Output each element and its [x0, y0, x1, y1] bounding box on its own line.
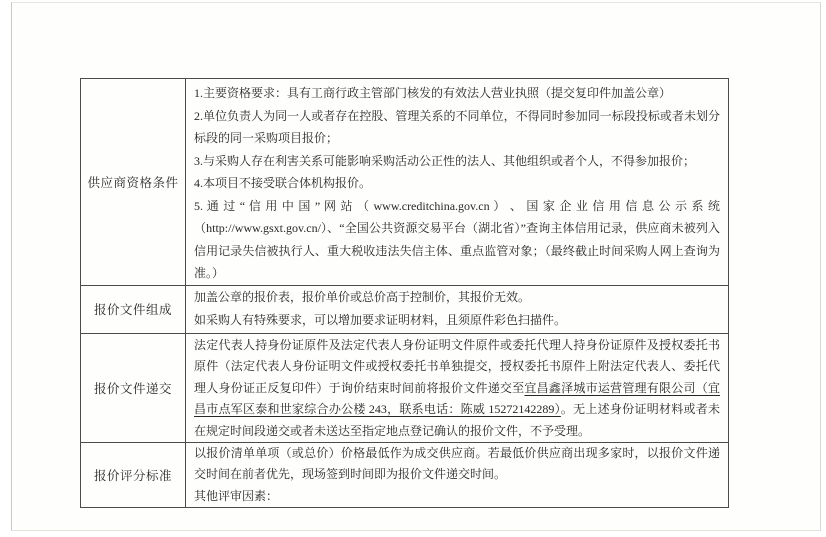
paragraph: [194, 335, 720, 443]
table-row-quotation-composition: [81, 286, 728, 334]
row-label: 报价文件递交: [81, 334, 186, 443]
row-content: [186, 286, 728, 333]
row-label: 供应商资格条件: [81, 79, 186, 285]
paragraph: 加盖公章的报价表，报价单价或总价高于控制价，其报价无效。: [194, 289, 531, 304]
table-row-quotation-submission: [81, 334, 728, 444]
table-row-supplier-qualification: [81, 79, 728, 286]
row-content: [186, 79, 728, 285]
row-label: 报价文件组成: [81, 286, 186, 333]
paragraph: 1.主要资格要求：具有工商行政主管部门核发的有效法人营业执照（提交复印件加盖公章）: [194, 86, 672, 100]
paragraph: 3.与采购人存在利害关系可能影响采购活动公正性的法人、其他组织或者个人，不得参加报价；: [194, 153, 696, 168]
paragraph: 其他评审因素：: [194, 488, 279, 503]
table-row-scoring-criteria: [81, 443, 728, 507]
submission-text-before: 法定代表人持身份证原件及法定代表人身份证明文件原件或委托代理人持身份证原件及授权委托书原件（法定代表人身份证明文件或授权委托书单独提交，授权委托书原件上附法定代表人、委托代理人身份证正反复印件）于询价结束时间前将报价文件递交至: [194, 337, 720, 395]
submission-text-after: 。无上述身份证明材料或者未在规定时间段递交或者未送达至指定地点登记确认的报价文件，不予受理。: [194, 402, 720, 438]
row-content: [186, 443, 728, 507]
procurement-requirements-table: [80, 78, 729, 508]
row-content: [186, 334, 728, 443]
paragraph: 2.单位负责人为同一人或者存在控股、管理关系的不同单位，不得同时参加同一标段投标或者未划分标段的同一采购项目报价；: [194, 108, 720, 145]
paragraph: 以报价清单单项（或总价）价格最低作为成交供应商。若最低价供应商出现多家时，以报价文件递交时间在前者优先，现场签到时间即为报价文件递交时间。: [194, 446, 720, 482]
paragraph: 5. 通 过 “ 信 用 中 国 ” 网 站 （ www.creditchina.gov.cn ） 、 国 家 企 业 信 用 信 息 公 示 系 统（http://www.gsxt.gov.cn/）、“全国公共资源交易平台（湖北省）”查询主体信用记录，供应商未被列入信用记录失信被执行人、重大税收违法失信主体、重点监管对象；（最终截止时间采购人网上查询为准。）: [194, 198, 720, 280]
company-address-underlined: 宜昌鑫泽城市运营管理有限公司（宜昌市点军区泰和世家综合办公楼 243，联系电话：陈威 15272142289）: [194, 380, 720, 416]
paragraph: 4.本项目不接受联合体机构报价。: [194, 176, 372, 190]
paragraph: 如采购人有特殊要求，可以增加要求证明材料，且须原件彩色扫描件。: [194, 313, 567, 327]
row-label: 报价评分标准: [81, 443, 186, 507]
